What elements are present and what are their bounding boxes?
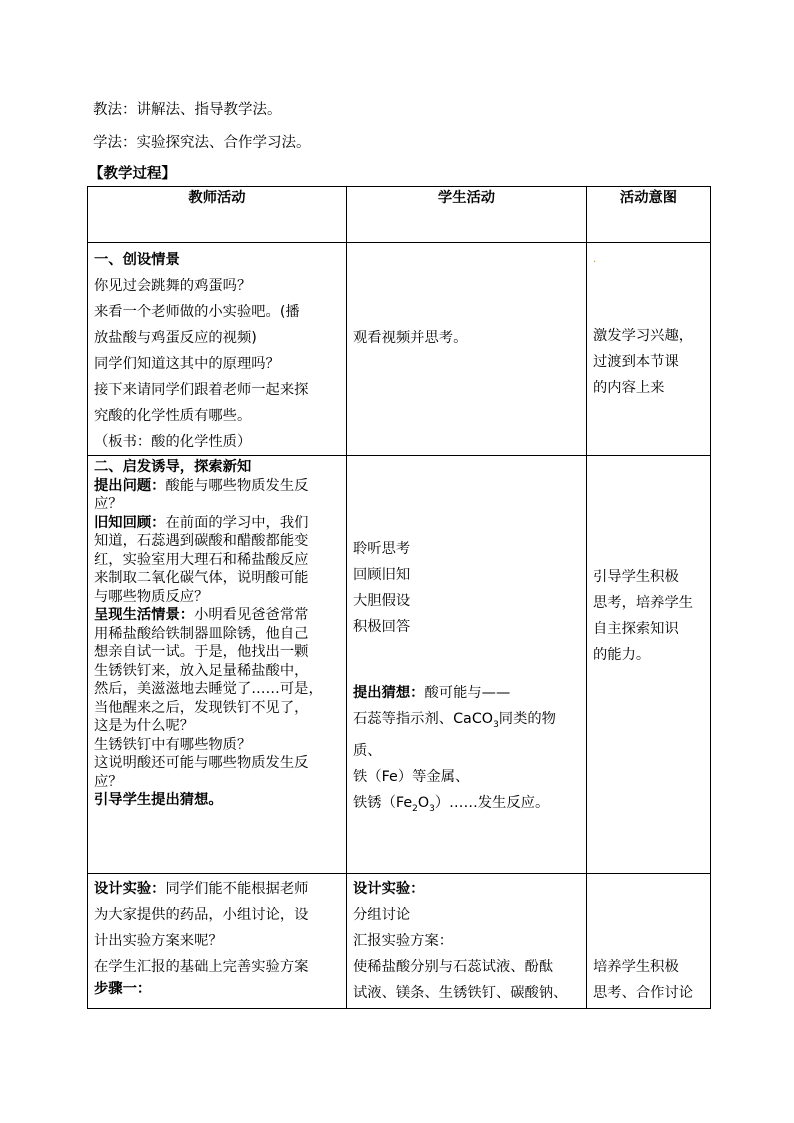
guess-line-3: 铁锈$(Fe_2O_3)\dots\dots$发生反应。 <box>353 794 550 814</box>
life-label: 呈现生活情景： <box>94 607 195 623</box>
review-text: 在前面的学习中，我们 <box>165 514 309 531</box>
step-label: 步骤一： <box>94 981 152 997</box>
life-text: 小明看见爸爸常常 <box>194 607 309 623</box>
life-text: 生锈铁钉来，放入足量稀盐酸中， <box>94 662 309 679</box>
section-title: 【教学过程】 <box>89 166 176 182</box>
refine-text: 在学生汇报的基础上完善实验方案 <box>94 959 309 975</box>
row2-intent-line: 自主探索知识 <box>593 621 679 637</box>
row1-intent-line: 过渡到本节课 <box>593 354 679 370</box>
review-text: 知道，石蕊遇到碳酸和醋酸都能变 <box>94 533 309 549</box>
row1-line: （板书：酸的化学性质） <box>94 434 252 450</box>
row1-intent-line: 激发学习兴趣， <box>593 328 694 344</box>
table-row <box>88 243 711 456</box>
question-text: 酸能与哪些物质发生反 <box>165 477 309 494</box>
life-text: 应？ <box>94 773 123 790</box>
row3-student-line: 使稀盐酸分别与石蕊试液、酚酞 <box>353 959 554 975</box>
design-text: 同学们能不能根据老师 <box>165 881 309 897</box>
row2-heading: 二、启发诱导，探索新知 <box>94 459 252 475</box>
row1-student-cell <box>347 243 587 456</box>
row2-student-line: 回顾旧知 <box>353 567 411 583</box>
learning-method: 学法：实验探究法、合作学习法。 <box>93 135 311 151</box>
row1-line: 同学们知道这其中的原理吗？ <box>94 356 280 372</box>
guess-line-2: 铁（Fe）等金属、 <box>353 768 470 785</box>
row3-student-line: 分组讨论 <box>353 907 411 923</box>
question-label: 提出问题： <box>94 477 166 494</box>
row2-intent-line: 的能力。 <box>593 647 651 663</box>
life-text: 这是为什么呢？ <box>94 718 195 734</box>
review-text: 与哪些物质反应？ <box>94 588 209 605</box>
header-teacher: 教师活动 <box>88 187 347 243</box>
teaching-method: 教法：讲解法、指导教学法。 <box>93 102 282 118</box>
row3-intent-cell <box>587 874 711 1009</box>
row2-student-cell <box>347 456 587 874</box>
guess-text: 酸可能与—— <box>424 685 511 701</box>
life-text: 用稀盐酸给铁制器皿除锈，他自己 <box>94 625 309 642</box>
table-row <box>88 456 711 874</box>
row3-student-line: 试液、镁条、生锈铁钉、碳酸钠、 <box>353 985 568 1001</box>
review-text: 红，实验室用大理石和稀盐酸反应 <box>94 551 309 568</box>
row2-teacher-cell <box>88 456 347 874</box>
row2-intent-line: 思考，培养学生 <box>593 595 694 611</box>
row3-teacher-cell <box>88 874 347 1009</box>
row1-line: 接下来请同学们跟着老师一起来探 <box>94 382 309 398</box>
lesson-table <box>87 186 711 1009</box>
review-text: 来制取二氧化碳气体，说明酸可能 <box>94 570 309 586</box>
row1-line: 来看一个老师做的小实验吧。(播 <box>94 304 300 320</box>
table-header-row <box>88 187 711 243</box>
row1-intent-line: 的内容上来 <box>593 380 665 396</box>
student-design-label: 设计实验： <box>353 881 425 897</box>
row1-line: 放盐酸与鸡蛋反应的视频) <box>94 330 257 346</box>
row3-intent-line: 思考、合作讨论 <box>593 985 694 1001</box>
guess-line-1: 石蕊等指示剂、CaCO$_3$同类的物质、 <box>353 711 556 759</box>
design-text: 为大家提供的药品，小组讨论，设 <box>94 907 309 923</box>
life-text: 生锈铁钉中有哪些物质？ <box>94 736 252 753</box>
header-student: 学生活动 <box>347 187 587 243</box>
row2-student-line: 大胆假设 <box>353 593 411 609</box>
row2-student-line: 积极回答 <box>353 619 411 635</box>
guess-label: 提出猜想： <box>353 685 425 701</box>
review-label: 旧知回顾： <box>94 514 166 531</box>
row3-student-cell <box>347 874 587 1009</box>
guide-text: 引导学生提出猜想。 <box>94 792 223 808</box>
question-text: 应？ <box>94 496 123 512</box>
row1-student-text: 观看视频并思考。 <box>353 330 468 346</box>
row2-intent-cell <box>587 456 711 874</box>
row1-heading: 一、创设情景 <box>94 252 180 268</box>
row3-intent-line: 培养学生积极 <box>593 959 679 975</box>
row2-student-line: 聆听思考 <box>353 541 411 557</box>
row1-line: 你见过会跳舞的鸡蛋吗？ <box>94 278 252 294</box>
life-text: 当他醒来之后，发现铁钉不见了， <box>94 699 309 716</box>
row3-student-line: 汇报实验方案： <box>353 933 454 949</box>
design-text: 计出实验方案来呢？ <box>94 933 223 949</box>
yellow-dot-mark: . <box>593 254 597 265</box>
life-text: 这说明酸还可能与哪些物质发生反 <box>94 755 309 771</box>
row1-intent-cell <box>587 243 711 456</box>
row1-teacher-cell <box>88 243 347 456</box>
table-row <box>88 874 711 1009</box>
design-label: 设计实验： <box>94 881 166 897</box>
row2-intent-line: 引导学生积极 <box>593 569 679 585</box>
life-text: 然后，美滋滋地去睡觉了……可是， <box>94 681 323 697</box>
row1-line: 究酸的化学性质有哪些。 <box>94 408 252 424</box>
header-intent: 活动意图 <box>587 187 711 243</box>
life-text: 想亲自试一试。于是，他找出一颗 <box>94 644 309 660</box>
